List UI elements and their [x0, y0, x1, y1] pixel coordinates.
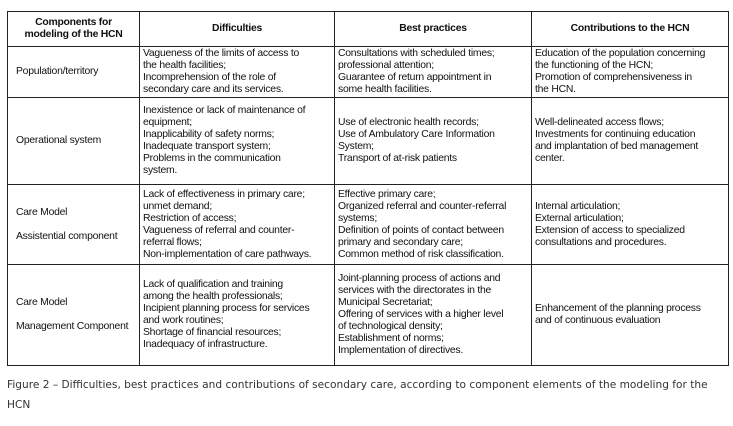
cell-difficulties: Inexistence or lack of maintenance of equipment; Inapplicability of safety norms; Inadequate transport system; Problems in the communication system. [140, 98, 335, 185]
cell-component: Care Model Assistential component [8, 185, 140, 265]
cell-best-practices: Use of electronic health records; Use of Ambulatory Care Information System; Transport of at-risk patients [335, 98, 532, 185]
header-row [8, 12, 729, 47]
table-row [8, 185, 729, 265]
cell-component: Operational system [8, 98, 140, 185]
cell-best-practices: Effective primary care; Organized referral and counter-referral systems; Definition of points of contact between primary and secondary care; Common method of risk classification. [335, 185, 532, 265]
cell-contributions: Education of the population concerning the functioning of the HCN; Promotion of comprehensiveness in the HCN. [532, 47, 729, 98]
cell-contributions: Internal articulation; External articulation; Extension of access to specialized consultations and procedures. [532, 185, 729, 265]
cell-difficulties: Vagueness of the limits of access to the health facilities; Incomprehension of the role of secondary care and its services. [140, 47, 335, 98]
figure-table [7, 11, 729, 366]
cell-contributions: Well-delineated access flows; Investments for continuing education and implantation of bed management center. [532, 98, 729, 185]
cell-contributions: Enhancement of the planning process and of continuous evaluation [532, 265, 729, 366]
cell-best-practices: Consultations with scheduled times; professional attention; Guarantee of return appointment in some health facilities. [335, 47, 532, 98]
header-contributions: Contributions to the HCN [532, 12, 729, 47]
table-row [8, 47, 729, 98]
header-components: Components for modeling of the HCN [8, 12, 140, 47]
header-difficulties: Difficulties [140, 12, 335, 47]
cell-component: Care Model Management Component [8, 265, 140, 366]
header-best-practices: Best practices [335, 12, 532, 47]
table-row [8, 265, 729, 366]
cell-difficulties: Lack of qualification and training among the health professionals; Incipient planning process for services and work routines; Shortage of financial resources; Inadequacy of infrastructure. [140, 265, 335, 366]
cell-component: Population/territory [8, 47, 140, 98]
table-row [8, 98, 729, 185]
figure-caption: Figure 2 – Difficulties, best practices and contributions of secondary care, according to component elements of the modeling for the HCN [7, 379, 708, 411]
cell-best-practices: Joint-planning process of actions and services with the directorates in the Municipal Secretariat; Offering of services with a higher level of technological density; Establishment of norms; Implementation of directives. [335, 265, 532, 366]
cell-difficulties: Lack of effectiveness in primary care; unmet demand; Restriction of access; Vagueness of referral and counter- referral flows; Non-implementation of care pathways. [140, 185, 335, 265]
